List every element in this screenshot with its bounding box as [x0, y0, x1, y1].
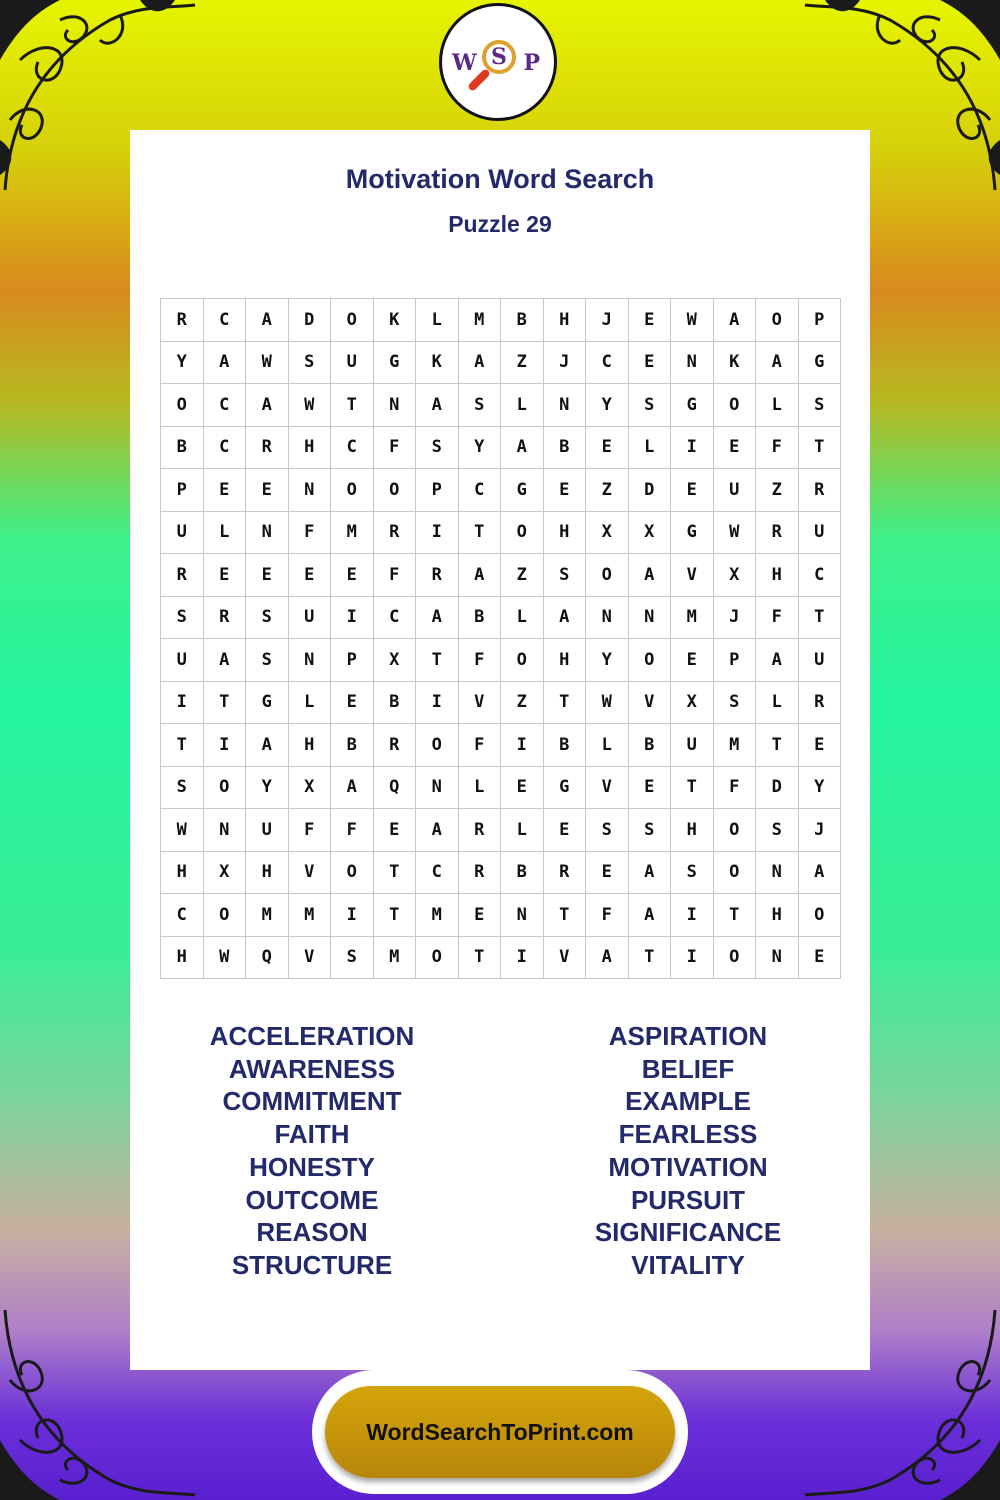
grid-cell[interactable]: I: [671, 427, 714, 470]
grid-cell[interactable]: B: [161, 427, 204, 470]
grid-cell[interactable]: O: [756, 299, 799, 342]
grid-cell[interactable]: M: [416, 894, 459, 937]
word-item: SIGNIFICANCE: [594, 1217, 782, 1248]
grid-cell[interactable]: R: [799, 682, 842, 725]
grid-cell[interactable]: E: [204, 469, 247, 512]
grid-cell[interactable]: O: [374, 469, 417, 512]
word-item: PURSUIT: [630, 1184, 746, 1215]
grid-cell[interactable]: F: [756, 427, 799, 470]
grid-cell[interactable]: C: [586, 342, 629, 385]
grid-cell[interactable]: E: [459, 894, 502, 937]
grid-cell[interactable]: I: [161, 682, 204, 725]
grid-cell[interactable]: C: [374, 597, 417, 640]
grid-cell[interactable]: A: [459, 342, 502, 385]
grid-cell[interactable]: W: [161, 809, 204, 852]
grid-cell[interactable]: M: [671, 597, 714, 640]
grid-cell[interactable]: L: [629, 427, 672, 470]
grid-cell[interactable]: O: [204, 894, 247, 937]
grid-cell[interactable]: N: [501, 894, 544, 937]
grid-cell[interactable]: F: [374, 427, 417, 470]
grid-cell[interactable]: H: [756, 554, 799, 597]
grid-cell[interactable]: D: [756, 767, 799, 810]
grid-cell[interactable]: M: [331, 512, 374, 555]
grid-cell[interactable]: N: [756, 852, 799, 895]
grid-cell[interactable]: R: [416, 554, 459, 597]
grid-cell[interactable]: N: [289, 469, 332, 512]
grid-cell[interactable]: N: [289, 639, 332, 682]
grid-cell[interactable]: E: [374, 809, 417, 852]
logo-letter-s: S: [491, 44, 507, 70]
grid-cell[interactable]: L: [501, 809, 544, 852]
grid-cell[interactable]: R: [544, 852, 587, 895]
grid-cell[interactable]: P: [416, 469, 459, 512]
grid-cell[interactable]: G: [671, 384, 714, 427]
grid-cell[interactable]: U: [289, 597, 332, 640]
grid-cell[interactable]: H: [161, 937, 204, 980]
grid-cell[interactable]: A: [246, 299, 289, 342]
grid-cell[interactable]: M: [459, 299, 502, 342]
grid-cell[interactable]: V: [459, 682, 502, 725]
grid-cell[interactable]: W: [246, 342, 289, 385]
grid-cell[interactable]: F: [374, 554, 417, 597]
grid-cell[interactable]: Y: [246, 767, 289, 810]
grid-cell[interactable]: E: [289, 554, 332, 597]
grid-cell[interactable]: B: [544, 724, 587, 767]
word-item: VITALITY: [631, 1249, 745, 1280]
grid-cell[interactable]: F: [331, 809, 374, 852]
grid-cell[interactable]: N: [374, 384, 417, 427]
grid-cell[interactable]: N: [586, 597, 629, 640]
grid-cell[interactable]: I: [204, 724, 247, 767]
grid-cell[interactable]: X: [671, 682, 714, 725]
grid-cell[interactable]: A: [204, 342, 247, 385]
grid-cell[interactable]: O: [629, 639, 672, 682]
grid-cell[interactable]: E: [671, 639, 714, 682]
grid-cell[interactable]: S: [799, 384, 842, 427]
grid-cell[interactable]: W: [671, 299, 714, 342]
grid-cell[interactable]: S: [544, 554, 587, 597]
grid-cell[interactable]: S: [161, 767, 204, 810]
grid-cell[interactable]: J: [714, 597, 757, 640]
grid-cell[interactable]: U: [799, 639, 842, 682]
grid-cell[interactable]: I: [416, 512, 459, 555]
grid-cell[interactable]: O: [714, 852, 757, 895]
grid-cell[interactable]: O: [501, 639, 544, 682]
grid-cell[interactable]: L: [756, 384, 799, 427]
grid-cell[interactable]: S: [246, 597, 289, 640]
grid-cell[interactable]: A: [586, 937, 629, 980]
grid-cell[interactable]: C: [204, 427, 247, 470]
grid-cell[interactable]: J: [799, 809, 842, 852]
grid-cell[interactable]: R: [459, 809, 502, 852]
grid-cell[interactable]: Y: [459, 427, 502, 470]
logo-letter-p: P: [523, 50, 540, 76]
grid-cell[interactable]: Z: [501, 554, 544, 597]
grid-cell[interactable]: S: [246, 639, 289, 682]
grid-cell[interactable]: U: [671, 724, 714, 767]
letter-grid: [160, 298, 841, 979]
grid-cell[interactable]: N: [629, 597, 672, 640]
grid-cell[interactable]: G: [671, 512, 714, 555]
grid-cell[interactable]: M: [246, 894, 289, 937]
grid-cell[interactable]: A: [416, 597, 459, 640]
grid-cell[interactable]: R: [204, 597, 247, 640]
grid-cell[interactable]: A: [204, 639, 247, 682]
grid-cell[interactable]: Z: [586, 469, 629, 512]
site-logo[interactable]: [439, 3, 557, 121]
logo-letter-w: W: [452, 50, 477, 76]
grid-cell[interactable]: C: [799, 554, 842, 597]
grid-cell[interactable]: M: [289, 894, 332, 937]
grid-cell[interactable]: P: [714, 639, 757, 682]
grid-cell[interactable]: X: [714, 554, 757, 597]
grid-cell[interactable]: V: [289, 852, 332, 895]
grid-cell[interactable]: H: [289, 427, 332, 470]
grid-cell[interactable]: A: [416, 384, 459, 427]
grid-cell[interactable]: L: [501, 384, 544, 427]
grid-cell[interactable]: T: [374, 852, 417, 895]
grid-cell[interactable]: E: [799, 937, 842, 980]
grid-cell[interactable]: R: [374, 512, 417, 555]
grid-cell[interactable]: Z: [501, 342, 544, 385]
grid-cell[interactable]: O: [714, 809, 757, 852]
grid-cell[interactable]: T: [671, 767, 714, 810]
grid-cell[interactable]: A: [629, 894, 672, 937]
grid-cell[interactable]: T: [331, 384, 374, 427]
grid-cell[interactable]: B: [459, 597, 502, 640]
grid-cell[interactable]: R: [799, 469, 842, 512]
grid-cell[interactable]: L: [501, 597, 544, 640]
grid-cell[interactable]: T: [416, 639, 459, 682]
grid-cell[interactable]: M: [374, 937, 417, 980]
grid-cell[interactable]: W: [204, 937, 247, 980]
grid-cell[interactable]: N: [416, 767, 459, 810]
word-item: OUTCOME: [245, 1184, 379, 1215]
grid-cell[interactable]: F: [586, 894, 629, 937]
grid-cell[interactable]: O: [416, 724, 459, 767]
grid-cell[interactable]: O: [714, 384, 757, 427]
word-item: HONESTY: [249, 1151, 375, 1182]
grid-cell[interactable]: I: [331, 894, 374, 937]
word-item: BELIEF: [641, 1053, 735, 1084]
grid-cell[interactable]: H: [544, 639, 587, 682]
grid-cell[interactable]: E: [331, 554, 374, 597]
grid-cell[interactable]: T: [756, 724, 799, 767]
grid-cell[interactable]: X: [204, 852, 247, 895]
grid-cell[interactable]: E: [629, 342, 672, 385]
grid-cell[interactable]: J: [544, 342, 587, 385]
grid-cell[interactable]: C: [204, 384, 247, 427]
grid-cell[interactable]: S: [629, 384, 672, 427]
grid-cell[interactable]: K: [416, 342, 459, 385]
grid-cell[interactable]: T: [544, 894, 587, 937]
grid-cell[interactable]: C: [331, 427, 374, 470]
grid-cell[interactable]: Q: [374, 767, 417, 810]
grid-cell[interactable]: O: [331, 469, 374, 512]
grid-cell[interactable]: E: [544, 469, 587, 512]
grid-cell[interactable]: E: [204, 554, 247, 597]
grid-cell[interactable]: S: [756, 809, 799, 852]
grid-cell[interactable]: S: [416, 427, 459, 470]
grid-cell[interactable]: H: [544, 512, 587, 555]
grid-cell[interactable]: G: [501, 469, 544, 512]
grid-cell[interactable]: D: [289, 299, 332, 342]
grid-cell[interactable]: Y: [161, 342, 204, 385]
grid-cell[interactable]: B: [544, 427, 587, 470]
word-item: AWARENESS: [228, 1053, 396, 1084]
grid-cell[interactable]: O: [331, 852, 374, 895]
grid-cell[interactable]: F: [289, 809, 332, 852]
grid-cell[interactable]: B: [374, 682, 417, 725]
grid-cell[interactable]: I: [331, 597, 374, 640]
grid-cell[interactable]: X: [586, 512, 629, 555]
grid-cell[interactable]: I: [671, 894, 714, 937]
word-item: ACCELERATION: [209, 1021, 415, 1051]
grid-cell[interactable]: E: [586, 852, 629, 895]
grid-cell[interactable]: V: [544, 937, 587, 980]
grid-cell[interactable]: V: [629, 682, 672, 725]
grid-cell[interactable]: R: [161, 299, 204, 342]
grid-cell[interactable]: N: [544, 384, 587, 427]
grid-cell[interactable]: X: [289, 767, 332, 810]
grid-cell[interactable]: N: [246, 512, 289, 555]
grid-cell[interactable]: A: [331, 767, 374, 810]
grid-cell[interactable]: H: [161, 852, 204, 895]
grid-cell[interactable]: T: [459, 512, 502, 555]
grid-cell[interactable]: C: [416, 852, 459, 895]
grid-cell[interactable]: H: [756, 894, 799, 937]
word-item: EXAMPLE: [625, 1086, 751, 1117]
grid-cell[interactable]: S: [161, 597, 204, 640]
page-title: Motivation Word Search: [345, 164, 655, 194]
grid-cell[interactable]: S: [714, 682, 757, 725]
grid-cell[interactable]: I: [671, 937, 714, 980]
word-item: REASON: [256, 1217, 368, 1248]
grid-cell[interactable]: G: [544, 767, 587, 810]
grid-cell[interactable]: S: [586, 809, 629, 852]
grid-cell[interactable]: A: [756, 342, 799, 385]
grid-cell[interactable]: Z: [501, 682, 544, 725]
grid-cell[interactable]: E: [629, 299, 672, 342]
grid-cell[interactable]: S: [331, 937, 374, 980]
grid-cell[interactable]: A: [246, 724, 289, 767]
grid-cell[interactable]: H: [671, 809, 714, 852]
grid-cell[interactable]: U: [246, 809, 289, 852]
word-item: MOTIVATION: [608, 1151, 768, 1182]
grid-cell[interactable]: W: [714, 512, 757, 555]
grid-cell[interactable]: C: [161, 894, 204, 937]
word-item: FEARLESS: [618, 1119, 758, 1150]
grid-cell[interactable]: X: [629, 512, 672, 555]
grid-cell[interactable]: T: [544, 682, 587, 725]
grid-cell[interactable]: N: [756, 937, 799, 980]
grid-cell[interactable]: C: [459, 469, 502, 512]
grid-cell[interactable]: O: [331, 299, 374, 342]
grid-cell[interactable]: L: [586, 724, 629, 767]
word-item: COMMITMENT: [222, 1086, 402, 1117]
grid-cell[interactable]: W: [586, 682, 629, 725]
grid-cell[interactable]: T: [799, 427, 842, 470]
grid-cell[interactable]: G: [799, 342, 842, 385]
grid-cell[interactable]: I: [416, 682, 459, 725]
grid-cell[interactable]: E: [544, 809, 587, 852]
grid-cell[interactable]: B: [501, 852, 544, 895]
grid-cell[interactable]: E: [629, 767, 672, 810]
grid-cell[interactable]: A: [246, 384, 289, 427]
grid-cell[interactable]: A: [501, 427, 544, 470]
grid-cell[interactable]: R: [161, 554, 204, 597]
grid-cell[interactable]: P: [161, 469, 204, 512]
grid-cell[interactable]: F: [714, 767, 757, 810]
grid-cell[interactable]: S: [289, 342, 332, 385]
grid-cell[interactable]: E: [246, 554, 289, 597]
grid-cell[interactable]: T: [161, 724, 204, 767]
grid-cell[interactable]: G: [374, 342, 417, 385]
word-list-left: [162, 1020, 462, 1282]
grid-cell[interactable]: O: [416, 937, 459, 980]
grid-cell[interactable]: Q: [246, 937, 289, 980]
grid-cell[interactable]: O: [501, 512, 544, 555]
grid-cell[interactable]: T: [799, 597, 842, 640]
grid-cell[interactable]: O: [586, 554, 629, 597]
grid-cell[interactable]: R: [246, 427, 289, 470]
grid-cell[interactable]: B: [629, 724, 672, 767]
grid-cell[interactable]: R: [374, 724, 417, 767]
grid-cell[interactable]: O: [161, 384, 204, 427]
grid-cell[interactable]: U: [331, 342, 374, 385]
grid-cell[interactable]: Y: [799, 767, 842, 810]
grid-cell[interactable]: T: [204, 682, 247, 725]
grid-cell[interactable]: E: [714, 427, 757, 470]
grid-cell[interactable]: R: [756, 512, 799, 555]
grid-cell[interactable]: H: [289, 724, 332, 767]
word-item: ASPIRATION: [608, 1021, 768, 1051]
grid-cell[interactable]: S: [629, 809, 672, 852]
word-item: STRUCTURE: [231, 1249, 393, 1280]
grid-cell[interactable]: A: [459, 554, 502, 597]
grid-cell[interactable]: E: [799, 724, 842, 767]
grid-cell[interactable]: P: [331, 639, 374, 682]
grid-cell[interactable]: T: [374, 894, 417, 937]
grid-cell[interactable]: C: [204, 299, 247, 342]
grid-cell[interactable]: A: [756, 639, 799, 682]
puzzle-number: Puzzle 29: [448, 211, 552, 237]
grid-cell[interactable]: L: [204, 512, 247, 555]
grid-cell[interactable]: I: [501, 937, 544, 980]
grid-cell[interactable]: V: [586, 767, 629, 810]
grid-cell[interactable]: L: [756, 682, 799, 725]
grid-cell[interactable]: F: [459, 639, 502, 682]
grid-cell[interactable]: E: [246, 469, 289, 512]
grid-cell[interactable]: N: [671, 342, 714, 385]
grid-cell[interactable]: O: [204, 767, 247, 810]
grid-cell[interactable]: E: [501, 767, 544, 810]
grid-cell[interactable]: M: [714, 724, 757, 767]
grid-cell[interactable]: Y: [586, 639, 629, 682]
grid-cell[interactable]: L: [289, 682, 332, 725]
grid-cell[interactable]: E: [586, 427, 629, 470]
grid-cell[interactable]: K: [714, 342, 757, 385]
grid-cell[interactable]: J: [586, 299, 629, 342]
grid-cell[interactable]: K: [374, 299, 417, 342]
grid-cell[interactable]: L: [459, 767, 502, 810]
grid-cell[interactable]: P: [799, 299, 842, 342]
grid-cell[interactable]: O: [799, 894, 842, 937]
grid-cell[interactable]: H: [246, 852, 289, 895]
grid-cell[interactable]: X: [374, 639, 417, 682]
grid-cell[interactable]: T: [629, 937, 672, 980]
grid-cell[interactable]: N: [204, 809, 247, 852]
grid-cell[interactable]: O: [714, 937, 757, 980]
site-link-button[interactable]: WordSearchToPrint.com: [325, 1386, 675, 1478]
grid-cell[interactable]: D: [629, 469, 672, 512]
grid-cell[interactable]: S: [671, 852, 714, 895]
grid-cell[interactable]: A: [629, 554, 672, 597]
grid-cell[interactable]: U: [799, 512, 842, 555]
grid-cell[interactable]: L: [416, 299, 459, 342]
grid-cell[interactable]: F: [289, 512, 332, 555]
grid-cell[interactable]: W: [289, 384, 332, 427]
grid-cell[interactable]: U: [714, 469, 757, 512]
grid-cell[interactable]: A: [799, 852, 842, 895]
grid-cell[interactable]: E: [331, 682, 374, 725]
grid-cell[interactable]: S: [459, 384, 502, 427]
grid-cell[interactable]: V: [671, 554, 714, 597]
grid-cell[interactable]: H: [544, 299, 587, 342]
grid-cell[interactable]: U: [161, 639, 204, 682]
grid-cell[interactable]: A: [416, 809, 459, 852]
grid-cell[interactable]: I: [501, 724, 544, 767]
grid-cell[interactable]: B: [331, 724, 374, 767]
word-item: FAITH: [274, 1119, 350, 1150]
grid-cell[interactable]: T: [459, 937, 502, 980]
grid-cell[interactable]: Z: [756, 469, 799, 512]
grid-cell[interactable]: V: [289, 937, 332, 980]
grid-cell[interactable]: R: [459, 852, 502, 895]
grid-cell[interactable]: E: [671, 469, 714, 512]
grid-cell[interactable]: G: [246, 682, 289, 725]
grid-cell[interactable]: A: [714, 299, 757, 342]
grid-cell[interactable]: A: [629, 852, 672, 895]
grid-cell[interactable]: A: [544, 597, 587, 640]
grid-cell[interactable]: B: [501, 299, 544, 342]
word-list-right: [538, 1020, 838, 1282]
grid-cell[interactable]: F: [756, 597, 799, 640]
grid-cell[interactable]: U: [161, 512, 204, 555]
grid-cell[interactable]: T: [714, 894, 757, 937]
grid-cell[interactable]: F: [459, 724, 502, 767]
grid-cell[interactable]: Y: [586, 384, 629, 427]
